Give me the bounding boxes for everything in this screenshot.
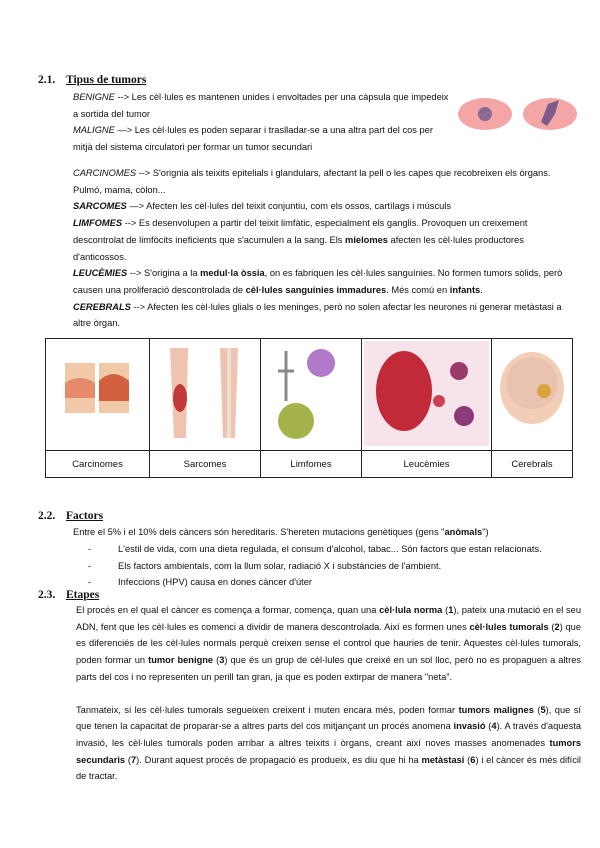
text-run: ") — [482, 527, 489, 537]
bold-text: CEREBRALS — [73, 301, 131, 312]
text-run: . Més comú en — [386, 284, 450, 295]
text-run: ). A través d'aquesta invasió, les cèl·lules tumorals poden arribar a altres teixits i òrgans, creant així noves masses anomenades — [76, 721, 581, 748]
text-run: --> S'origina a la — [127, 268, 201, 279]
section-number: 2.3. — [38, 589, 56, 601]
bold-text: cèl·lules tumorals — [469, 621, 549, 632]
label-leucemies: Leucèmies — [362, 451, 492, 478]
section-number: 2.1. — [38, 74, 56, 86]
text-run: ( — [485, 721, 492, 732]
lymphoma-image — [261, 339, 362, 451]
tumor-benign-malign — [73, 89, 453, 156]
label-cerebrals: Cerebrals — [492, 451, 573, 478]
carcinoma-image — [46, 339, 150, 451]
text-run: ( — [213, 655, 220, 666]
label-carcinomes: Carcinomes — [46, 451, 150, 478]
section-heading-factors — [38, 510, 103, 522]
text-run: ) que és un grup de cèl·lules que creixé en un sol lloc, però no es propaguen a altres parts del cos i no representen un perill tan gran, ja que es poden extirpar de manera "neta". — [76, 655, 582, 682]
list-item: - Els factors ambientals, com la llum solar, radiació X i substàncies de l'ambient. — [88, 558, 542, 575]
text-run: afecten les cèl·lules productores d'anticossos. — [73, 234, 524, 262]
text-run: ) que es diferenciés de les cèl·lules normals perquè creixen sense el control que hauries de tenir. Aquestes cèl·lules tumorals, poden formar un — [76, 621, 581, 666]
bold-text: anòmals — [444, 527, 483, 537]
text-run: , on es fabriquen les cèl·lules sanguínies. No formen tumors sòlids, però causen una proliferació descontrolada de — [73, 268, 563, 295]
text-run: —> Afecten les cèl·lules del teixit conjuntiu, com els ossos, cartílags i músculs — [126, 201, 451, 212]
section-heading-tipus — [38, 74, 146, 86]
bold-text: cèl·lules sanguínies immadures — [245, 284, 387, 295]
paragraph-benigne — [73, 89, 453, 122]
italic-text: MALIGNE — [73, 125, 115, 136]
list-item: - L'estil de vida, com una dieta regulada, el consum d'alcohol, tabac... Són factors que estan relacionats. — [88, 541, 542, 558]
tumor-types-table — [45, 338, 573, 478]
sarcoma-image — [150, 339, 261, 451]
italic-text: CARCINOMES — [73, 168, 137, 178]
text-run: --> Afecten les cèl·lules glials o les meninges, però no solen afectar les neurones ni generar metàstasi a altre òrgan. — [73, 301, 562, 329]
section-number: 2.2. — [38, 510, 56, 522]
label-limfomes: Limfomes — [261, 451, 362, 478]
paragraph-maligne — [73, 122, 453, 155]
section-title: Tipus de tumors — [66, 74, 147, 86]
text-run: --> S'orignia als teixits epitelials i glandulars, afectant la pell o les capes que recobreixen els òrgans. Pulmó, mama, còlon... — [73, 168, 551, 195]
list-item: - Infeccions (HPV) causa en dones càncer d'úter — [88, 574, 542, 591]
text-run: ( — [548, 621, 555, 632]
factors-list — [88, 541, 542, 591]
text-run: ( — [442, 605, 449, 615]
leukemia-image — [362, 339, 492, 451]
section-heading-etapes — [38, 589, 99, 601]
bold-text: medul·la òssia — [200, 268, 265, 279]
paragraph-carcinomes — [73, 165, 573, 198]
tumor-types-list — [73, 165, 573, 332]
text-run: Tanmateix, si les cèl·lules tumorals segueixen creixent i muten encara més, poden formar — [76, 704, 459, 715]
bold-text: 4 — [491, 721, 497, 732]
text-run: --> Es desenvolupen a partir del teixit limfàtic, especialment els ganglis. Provoquen un creixement descontrolat de limfòcits ineficients que s'acumulen a la sang. Els — [73, 218, 528, 245]
text-run: ( — [464, 754, 471, 765]
bold-text: SARCOMES — [73, 201, 127, 212]
bold-text: metàstasi — [421, 754, 465, 765]
text-run: ) i el càncer és més difícil de tractar. — [76, 754, 582, 782]
bold-text: cèl·lula norma — [379, 605, 443, 615]
bold-text: 6 — [470, 754, 476, 765]
bold-text: mielomes — [345, 234, 388, 245]
bold-text: tumor benigne — [148, 655, 214, 666]
bold-text: LEUCÈMIES — [73, 268, 128, 279]
bold-text: LIMFOMES — [73, 218, 123, 229]
text-run: . — [480, 284, 483, 295]
section-title: Factors — [66, 510, 104, 522]
text-run: El procés en el qual el càncer es comença a formar, comença, quan una — [76, 605, 380, 615]
text-run: Entre el 5% i el 10% dels càncers són hereditaris. S'hereten mutacions genètiques (gens " — [73, 527, 445, 537]
benign-malign-tumor-illustration — [455, 92, 585, 142]
bold-text: 7 — [130, 754, 137, 765]
bold-text: tumors secundaris — [76, 737, 581, 765]
paragraph-limfomes — [73, 215, 573, 265]
cerebral-tumor-image — [492, 339, 573, 451]
text-run: —> Les cèl·lules es poden separar i traslladar-se a una altra part del cos per mitjà del sistema circulatori per formar un tumor secundari — [73, 125, 433, 153]
italic-text: BENIGNE — [73, 92, 115, 102]
paragraph-etapes-1 — [76, 602, 581, 686]
paragraph-leucemies — [73, 265, 573, 298]
text-run: ( — [533, 704, 541, 715]
paragraph-etapes-2 — [76, 702, 581, 786]
text-run: --> Les cèl·lules es mantenen unides i envoltades per una càpsula que impedeix a sortida del tumor — [73, 92, 449, 119]
bold-text: 3 — [219, 655, 225, 666]
paragraph-sarcomes — [73, 198, 573, 215]
label-sarcomes: Sarcomes — [150, 451, 261, 478]
bold-text: 2 — [554, 621, 560, 632]
text-run: ). Durant aquest procés de propagació es produeix, es diu que hi ha — [136, 754, 422, 765]
etapes-text — [76, 602, 581, 785]
text-run: ), que sí que tenen la capacitat de proparar-se a altres parts del cos mitjançant un procés anomena — [76, 704, 581, 732]
factors-intro — [73, 524, 583, 541]
bold-text: 1 — [448, 605, 454, 615]
section-title: Etapes — [66, 589, 100, 601]
bold-text: invasió — [453, 721, 486, 732]
bold-text: infants — [449, 284, 481, 295]
bold-text: tumors malignes — [458, 704, 534, 715]
text-run: ( — [125, 754, 131, 765]
text-run: ), pateix una mutació en el seu ADN, fent que les cèl·lules es comenci a dividir de manera descontrolada. Així es formen unes — [76, 605, 582, 632]
bold-text: 5 — [540, 704, 546, 715]
paragraph-cerebrals — [73, 299, 573, 332]
